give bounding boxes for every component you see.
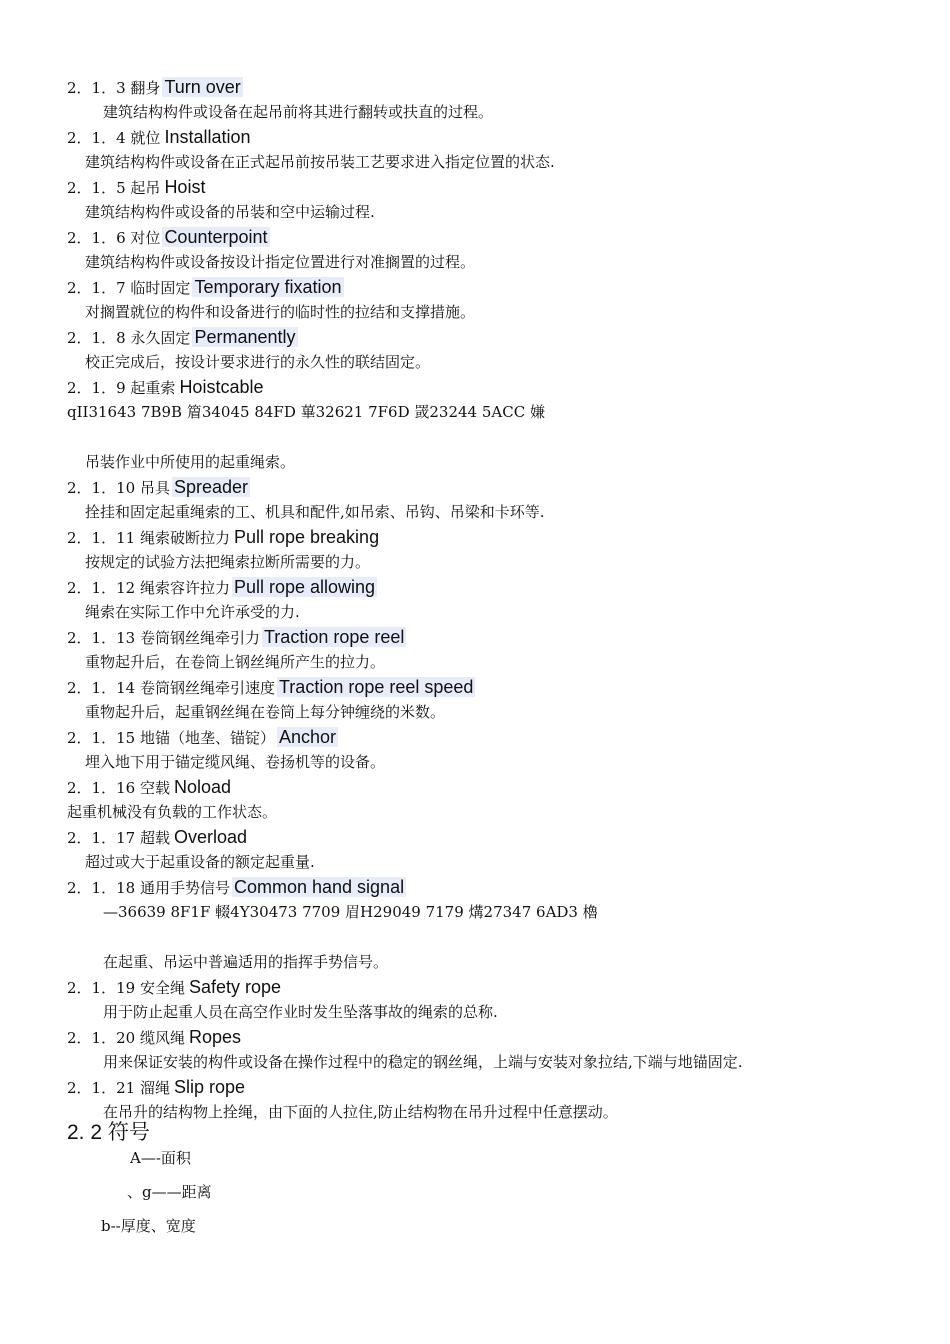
term-chinese: 地锚（地垄、锚锭）: [139, 729, 275, 747]
section-heading: 2. 2 符号: [67, 1121, 150, 1144]
term-number: 2．1．11: [67, 529, 136, 547]
term-number: 2．1．15: [67, 729, 136, 747]
term-chinese: 卷筒钢丝绳牵引速度: [139, 679, 275, 697]
term-number: 2．1．21: [67, 1079, 136, 1097]
term-number: 2．1．19: [67, 979, 136, 997]
term-definition: 在吊升的结构物上拴绳，由下面的人拉住,防止结构物在吊升过程中任意摆动。: [103, 1103, 618, 1121]
term-heading: [67, 325, 298, 350]
term-definition-continued: 在起重、吊运中普遍适用的指挥手势信号。: [103, 953, 389, 971]
symbol-definition: A—-面积: [130, 1149, 191, 1167]
term-chinese: 通用手势信号: [139, 879, 230, 897]
term-definition: 建筑结构构件或设备在起吊前将其进行翻转或扶直的过程。: [103, 103, 494, 121]
term-number: 2．1．10: [67, 479, 136, 497]
term-english: Permanently: [194, 327, 296, 347]
term-definition: 按规定的试验方法把绳索拉断所需要的力。: [85, 553, 371, 571]
term-heading: [67, 725, 338, 750]
term-chinese: 绳索容许拉力: [139, 579, 230, 597]
term-english: Common hand signal: [233, 877, 405, 897]
term-heading: [67, 525, 381, 550]
term-english: Pull rope allowing: [233, 577, 376, 597]
term-definition: 建筑结构构件或设备按设计指定位置进行对准搁置的过程。: [85, 253, 476, 271]
term-heading: [67, 125, 253, 150]
term-english: Spreader: [173, 477, 249, 497]
term-definition: qII31643 7B9B 篃34045 84FD 蓽32621 7F6D 罭23244 5ACC 嫌: [67, 403, 545, 421]
term-definition: 重物起升后，起重钢丝绳在卷筒上每分钟缠绕的米数。: [85, 703, 446, 721]
term-number: 2．1．5: [67, 179, 126, 197]
term-chinese: 吊具: [139, 479, 170, 497]
term-heading: [67, 625, 406, 650]
term-definition: 建筑结构构件或设备在正式起吊前按吊装工艺要求进入指定位置的状态.: [85, 153, 555, 171]
term-heading: [67, 875, 406, 900]
term-number: 2．1．12: [67, 579, 136, 597]
term-english: Counterpoint: [164, 227, 268, 247]
term-chinese: 安全绳: [139, 979, 185, 997]
symbol-definition: 、g——距离: [127, 1183, 212, 1201]
term-number: 2．1．14: [67, 679, 136, 697]
term-number: 2．1．16: [67, 779, 136, 797]
term-heading: [67, 225, 270, 250]
term-number: 2．1．20: [67, 1029, 136, 1047]
term-definition: 校正完成后，按设计要求进行的永久性的联结固定。: [85, 353, 431, 371]
term-heading: [67, 275, 344, 300]
term-chinese: 溜绳: [139, 1079, 170, 1097]
term-number: 2．1．18: [67, 879, 136, 897]
term-number: 2．1．3: [67, 79, 126, 97]
term-chinese: 临时固定: [130, 279, 191, 297]
term-heading: [67, 775, 233, 800]
symbol-definition: b--厚度、宽度: [101, 1217, 196, 1235]
term-number: 2．1．6: [67, 229, 126, 247]
term-heading: [67, 675, 475, 700]
term-english: Hoist: [164, 177, 206, 197]
term-number: 2．1．9: [67, 379, 126, 397]
term-definition: 用来保证安装的构件或设备在操作过程中的稳定的钢丝绳，上端与安装对象拉结,下端与地锚固定.: [103, 1053, 743, 1071]
term-english: Safety rope: [188, 977, 282, 997]
term-english: Installation: [164, 127, 251, 147]
term-definition: 埋入地下用于锚定缆风绳、卷扬机等的设备。: [85, 753, 386, 771]
term-heading: [67, 1025, 243, 1050]
term-english: Anchor: [278, 727, 337, 747]
term-definition: 建筑结构构件或设备的吊装和空中运输过程.: [85, 203, 375, 221]
term-heading: [67, 75, 243, 100]
term-number: 2．1．4: [67, 129, 126, 147]
term-english: Traction rope reel: [263, 627, 405, 647]
term-heading: [67, 825, 249, 850]
term-definition: —36639 8F1F 輟4Y30473 7709 眉H29049 7179 煹27347 6AD3 櫓: [103, 903, 598, 921]
term-english: Turn over: [164, 77, 241, 97]
term-english: Slip rope: [173, 1077, 246, 1097]
term-number: 2．1．13: [67, 629, 136, 647]
term-chinese: 绳索破断拉力: [139, 529, 230, 547]
term-english: Hoistcable: [179, 377, 264, 397]
term-number: 2．1．17: [67, 829, 136, 847]
term-heading: [67, 175, 207, 200]
term-definition: 绳索在实际工作中允许承受的力.: [85, 603, 300, 621]
term-definition: 超过或大于起重设备的额定起重量.: [85, 853, 315, 871]
term-heading: [67, 475, 250, 500]
term-chinese: 空载: [139, 779, 170, 797]
term-english: Traction rope reel speed: [278, 677, 474, 697]
term-chinese: 起吊: [130, 179, 161, 197]
term-heading: [67, 975, 283, 1000]
term-chinese: 对位: [130, 229, 161, 247]
term-chinese: 就位: [130, 129, 161, 147]
term-definition-continued: 吊装作业中所使用的起重绳索。: [85, 453, 296, 471]
term-english: Temporary fixation: [194, 277, 342, 297]
term-definition: 用于防止起重人员在高空作业时发生坠落事故的绳索的总称.: [103, 1003, 498, 1021]
term-number: 2．1．7: [67, 279, 126, 297]
term-definition: 对搁置就位的构件和设备进行的临时性的拉结和支撑措施。: [85, 303, 476, 321]
term-definition: 拴挂和固定起重绳索的工、机具和配件,如吊索、吊钩、吊梁和卡环等.: [85, 503, 545, 521]
term-chinese: 超载: [139, 829, 170, 847]
term-definition: 起重机械没有负载的工作状态。: [67, 803, 278, 821]
term-heading: [67, 1075, 247, 1100]
term-chinese: 起重索: [130, 379, 176, 397]
term-english: Pull rope breaking: [233, 527, 380, 547]
term-definition: 重物起升后，在卷筒上钢丝绳所产生的拉力。: [85, 653, 386, 671]
term-english: Overload: [173, 827, 248, 847]
term-heading: [67, 375, 265, 400]
term-chinese: 缆风绳: [139, 1029, 185, 1047]
term-chinese: 永久固定: [130, 329, 191, 347]
term-english: Ropes: [188, 1027, 242, 1047]
term-heading: [67, 575, 377, 600]
term-chinese: 翻身: [130, 79, 161, 97]
term-number: 2．1．8: [67, 329, 126, 347]
term-english: Noload: [173, 777, 232, 797]
term-chinese: 卷筒钢丝绳牵引力: [139, 629, 260, 647]
